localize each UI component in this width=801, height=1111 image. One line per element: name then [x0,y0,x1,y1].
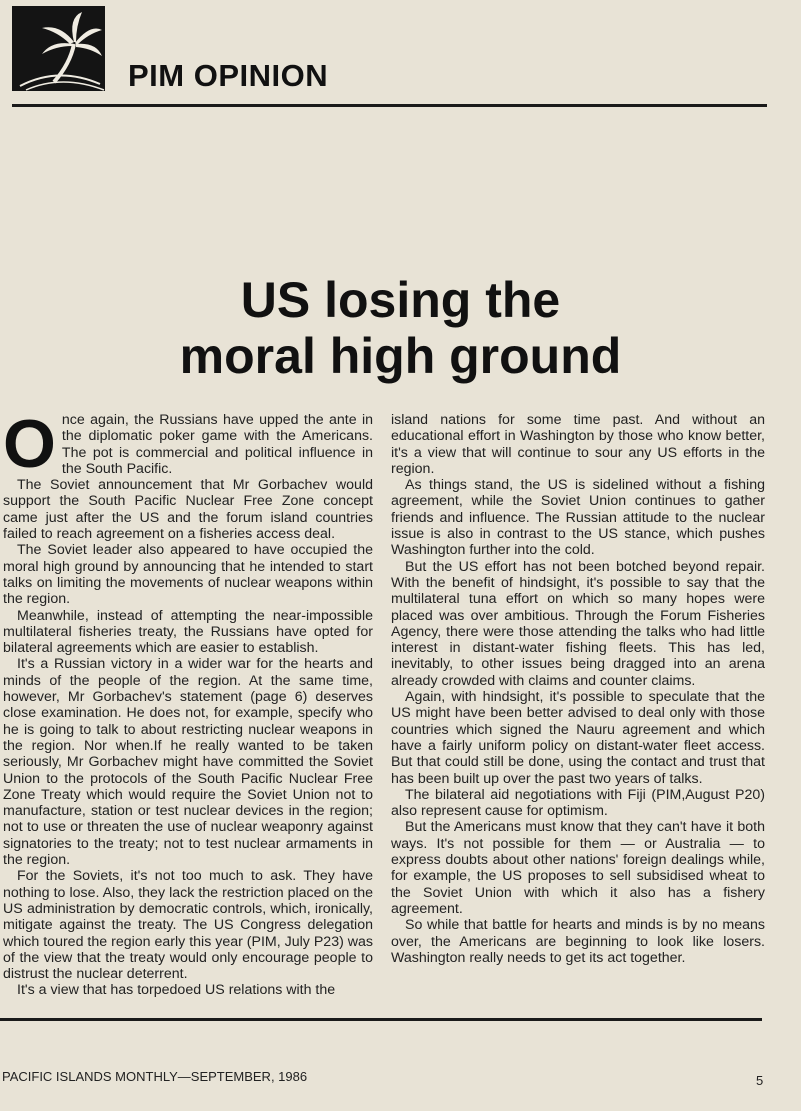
headline-line-2: moral high ground [179,328,622,384]
paragraph: Once again, the Russians have upped the ante in the diplomatic poker game with the Americans. The pot is commercial and political influence in the South Pacific. [3,412,373,482]
paragraph: Meanwhile, instead of attempting the near-impossible multilateral fisheries treaty, the Russians have opted for bilateral agreements which are easier to establish. [3,607,373,657]
paragraph: The Soviet leader also appeared to have occupied the moral high ground by announcing that he intended to start talks on limiting the movements of nuclear weapons within the region. [3,542,373,608]
publication-footer: PACIFIC ISLANDS MONTHLY—SEPTEMBER, 1986 [2,1069,308,1084]
section-title: PIM OPINION [128,58,329,93]
paragraph: So while that battle for hearts and minds is by no means over, the Americans are beginning to look like losers. Washington really needs to get its act together. [391,917,765,966]
page-number: 5 [756,1073,764,1088]
paragraph: Again, with hindsight, it's possible to speculate that the US might have been better advised to deal only with those countries which signed the Nauru agreement and which have a fairly uniform policy on distant-water fleet access. But that could still be done, using the contact and trust that has been built up over the past two years of talks. [391,689,765,787]
palm-tree-icon [12,6,105,91]
paragraph: For the Soviets, it's not too much to ask. They have nothing to lose. Also, they lack the restriction placed on the US administration by democratic controls, which, ironically, mitigate against the treaty. The US Congress delegation which toured the region early this year (PIM, July P23) was of the view that the treaty would only encourage people to distrust the nuclear deterrent. [3,868,373,983]
paragraph: But the US effort has not been botched beyond repair. With the benefit of hindsight, it's possible to say that the multilateral tuna effort on which so many hopes were placed was over ambitious. Through the Forum Fisheries Agency, there were those attending the talks who had little interest in distant-water fishing fleets. This has led, inevitably, to other issues being dragged into an arena already crowded with claims and counter claims. [391,558,765,689]
paragraph: island nations for some time past. And without an educational effort in Washington by those who know better, it's a view that will continue to sour any US efforts in the region. [391,412,765,477]
drop-cap: O [3,412,56,482]
palm-tree-logo [12,6,105,91]
article-column-left [3,412,373,1010]
header-divider [12,104,767,107]
footer-divider [0,1018,762,1021]
paragraph: It's a view that has torpedoed US relations with the [17,982,336,999]
paragraph: It's a Russian victory in a wider war for the hearts and minds of the people of the region. At the same time, however, Mr Gorbachev's statement (page 6) deserves close examination. He does not, for example, specify who he is going to talk to about restricting nuclear weapons in the region. Nor when.If he really wanted to be taken seriously, Mr Gorbachev might have committed the Soviet Union to the protocols of the South Pacific Nuclear Free Zone Treaty which would require the Soviet Union not to manufacture, station or test nuclear devices in the region; not to use or threaten the use of nuclear weaponry against signatories to the treaty; not to test nuclear armaments in the region. [3,656,373,869]
paragraph: The Soviet announcement that Mr Gorbachev would support the South Pacific Nuclear Free Zone concept came just after the US and the forum island countries failed to reach agreement on a fisheries access deal. [3,477,373,543]
paragraph: The bilateral aid negotiations with Fiji (PIM,August P20) also represent cause for optimism. [391,786,765,820]
paragraph: But the Americans must know that they can't have it both ways. It's not possible for them — or Australia — to express doubts about other nations' foreign dealings while, for example, the US proposes to sell subsidised wheat to the Soviet Union with which it also has a fishery agreement. [391,819,765,917]
article-column-right [391,412,765,1010]
article-headline [0,272,801,384]
headline-line-1: US losing the [240,272,561,328]
paragraph: As things stand, the US is sidelined without a fishing agreement, while the Soviet Union continues to gather friends and influence. The Russian attitude to the nuclear issue is also in contrast to the US stance, which pushes Washington further into the cold. [391,477,765,559]
